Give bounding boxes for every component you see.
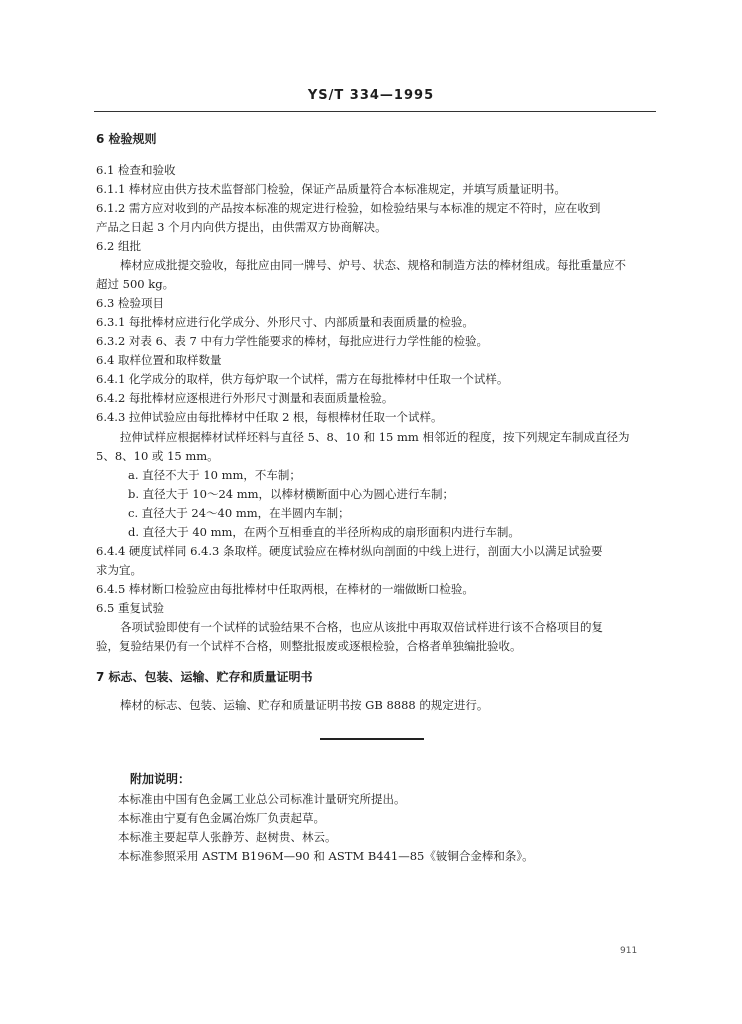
text-line-s6-3: 6.3 检验项目 (96, 296, 164, 310)
text-line-s6-1: 6.1 检查和验收 (96, 163, 176, 177)
text-line-note-title: 附加说明： (130, 772, 191, 786)
text-line-s7-body: 棒材的标志、包装、运输、贮存和质量证明书按 GB 8888 的规定进行。 (120, 698, 489, 712)
text-line-note-2: 本标准由宁夏有色金属冶炼厂负责起草。 (118, 811, 325, 825)
header-rule (94, 111, 656, 112)
text-line-s6-4-5: 6.4.5 棒材断口检验应由每批棒材中任取两根，在棒材的一端做断口检验。 (96, 582, 474, 596)
text-line-s6-1-1: 6.1.1 棒材应由供方技术监督部门检验，保证产品质量符合本标准规定，并填写质量证明书。 (96, 182, 566, 196)
text-line-s6-4-3-p2: 5、8、10 或 15 mm。 (96, 449, 219, 463)
text-line-s6-1-2a: 6.1.2 需方应对收到的产品按本标准的规定进行检验，如检验结果与本标准的规定不符时，应在收到 (96, 201, 601, 215)
text-line-s6-5: 6.5 重复试验 (96, 601, 164, 615)
text-line-s6-2: 6.2 组批 (96, 239, 141, 253)
text-line-s6-5-a: 各项试验即使有一个试样的试验结果不合格，也应从该批中再取双倍试样进行该不合格项目的复 (120, 620, 603, 634)
text-line-note-1: 本标准由中国有色金属工业总公司标准计量研究所提出。 (118, 792, 406, 806)
text-line-s6-4-3-p1: 拉伸试样应根据棒材试样坯料与直径 5、8、10 和 15 mm 相邻近的程度，按下列规定车制成直径为 (120, 430, 630, 444)
text-line-item-b: b. 直径大于 10～24 mm，以棒材横断面中心为圆心进行车制； (128, 487, 455, 501)
text-line-s6-4-3: 6.4.3 拉伸试验应由每批棒材中任取 2 根，每根棒材任取一个试样。 (96, 410, 443, 424)
text-line-s6-3-1: 6.3.1 每批棒材应进行化学成分、外形尺寸、内部质量和表面质量的检验。 (96, 315, 474, 329)
page-number: 911 (620, 946, 638, 956)
standard-number: YS/T 334—1995 (307, 88, 435, 103)
text-line-s6-3-2: 6.3.2 对表 6、表 7 中有力学性能要求的棒材，每批应进行力学性能的检验。 (96, 334, 489, 348)
text-line-s6-4-4b: 求为宜。 (96, 563, 142, 577)
end-rule (320, 738, 424, 740)
text-line-item-a: a. 直径不大于 10 mm，不车制； (128, 468, 301, 482)
text-line-s6-4-4a: 6.4.4 硬度试样同 6.4.3 条取样。硬度试验应在棒材纵向剖面的中线上进行，剖面大小以满足试验要 (96, 544, 603, 558)
text-line-s6-5-b: 验，复验结果仍有一个试样不合格，则整批报废或逐根检验，合格者单独编批验收。 (96, 639, 522, 653)
text-line-s6-title: 6 检验规则 (96, 132, 157, 146)
text-line-s7-title: 7 标志、包装、运输、贮存和质量证明书 (96, 670, 313, 684)
text-line-s6-2-b: 超过 500 kg。 (96, 277, 175, 291)
text-line-item-c: c. 直径大于 24～40 mm，在半圆内车制； (128, 506, 350, 520)
text-line-s6-2-a: 棒材应成批提交验收，每批应由同一牌号、炉号、状态、规格和制造方法的棒材组成。每批重量应不 (120, 258, 626, 272)
text-line-s6-4-2: 6.4.2 每批棒材应逐根进行外形尺寸测量和表面质量检验。 (96, 391, 394, 405)
text-line-s6-4-1: 6.4.1 化学成分的取样，供方每炉取一个试样，需方在每批棒材中任取一个试样。 (96, 372, 509, 386)
text-line-item-d: d. 直径大于 40 mm，在两个互相垂直的半径所构成的扇形面积内进行车制。 (128, 525, 520, 539)
text-line-s6-4: 6.4 取样位置和取样数量 (96, 353, 222, 367)
text-line-note-4: 本标准参照采用 ASTM B196M—90 和 ASTM B441—85《铍铜合金棒和条》。 (118, 849, 534, 863)
text-line-s6-1-2b: 产品之日起 3 个月内向供方提出，由供需双方协商解决。 (96, 220, 387, 234)
text-line-note-3: 本标准主要起草人张静芳、赵树贵、林云。 (118, 830, 337, 844)
